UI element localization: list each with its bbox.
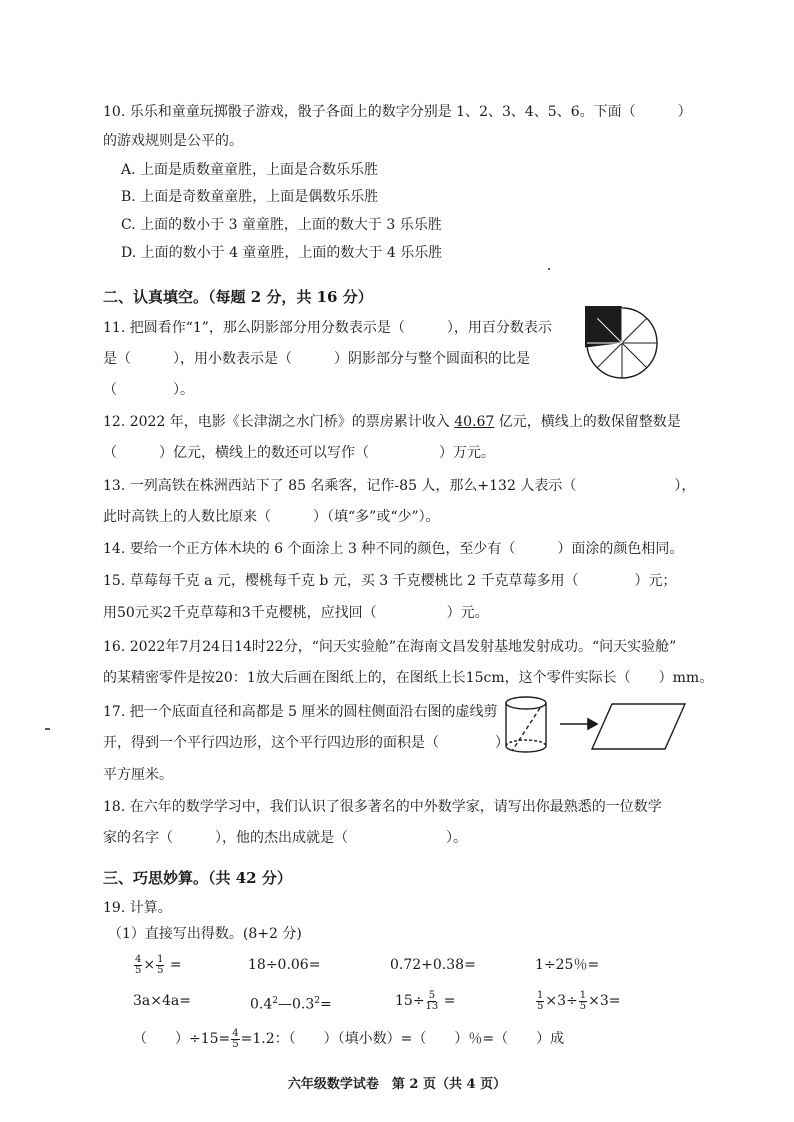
q10-option-b: B. 上面是奇数童童胜，上面是偶数乐乐胜 <box>121 189 379 205</box>
q10-line1: 10. 乐乐和童童玩掷骰子游戏，骰子各面上的数字分别是 1、2、3、4、5、6。下面（ ） <box>103 104 692 120</box>
q12-line1-b: 亿元，横线上的数保留整数是 <box>494 414 681 430</box>
q12-line2: （ ）亿元，横线上的数还可以写作（ ）万元。 <box>103 445 495 461</box>
q11-line1: 11. 把圆看作“1”，那么阴影部分用分数表示是（ ），用百分数表示 <box>103 320 552 336</box>
calc-r1c2: 18÷0.06= <box>248 957 321 973</box>
calc-r1c1: $\frac{4}{5}$ × $\frac{1}{5}$ = <box>135 953 182 976</box>
q12-underlined-number: 40.67 <box>454 414 495 430</box>
section2-title: 二、认真填空。（每题 2 分，共 16 分） <box>103 288 373 306</box>
fraction: $\frac{1}{5}$ <box>157 953 164 976</box>
calc-r2c3: 15÷ $\frac{5}{13}$ = <box>395 989 456 1012</box>
q10-line2: 的游戏规则是公平的。 <box>103 133 243 149</box>
scan-mark <box>548 268 550 270</box>
calc-r1c4: 1÷25％= <box>535 957 600 973</box>
q10-option-d: D. 上面的数小于 4 童童胜，上面的数大于 4 乐乐胜 <box>121 245 443 261</box>
q18-line1: 18. 在六年的数学学习中，我们认识了很多著名的中外数学家，请写出你最熟悉的一位数学 <box>103 799 662 815</box>
calc-r1c3: 0.72+0.38= <box>390 957 476 973</box>
q13-line1: 13. 一列高铁在株洲西站下了 85 名乘客，记作-85 人，那么+132 人表示（ ）， <box>103 478 696 494</box>
calc-r2c2: $0.4^2—0.3^2=$ <box>250 996 332 1013</box>
q12-line1 <box>103 412 681 432</box>
q19-part1: （1）直接写出得数。(8+2 分) <box>108 926 302 942</box>
q15-line2: 用50元买2千克草莓和3千克樱桃，应找回（ ）元。 <box>103 605 489 621</box>
fraction: $\frac{1}{5}$ <box>579 989 587 1012</box>
q11-line3: （ ）。 <box>103 382 194 398</box>
q16-line2: 的某精密零件是按20：1放大后画在图纸上的，在图纸上长15cm，这个零件实际长（ ）mm。 <box>103 670 714 686</box>
q10-option-a: A. 上面是质数童童胜，上面是合数乐乐胜 <box>121 162 379 178</box>
q17-line1: 17. 把一个底面直径和高都是 5 厘米的圆柱侧面沿右图的虚线剪 <box>103 704 498 720</box>
q11-line2: 是（ ），用小数表示是（ ）阴影部分与整个圆面积的比是 <box>103 351 530 367</box>
fraction: $\frac{5}{13}$ <box>425 989 439 1012</box>
q17-line2: 开，得到一个平行四边形，这个平行四边形的面积是（ ） <box>103 735 509 751</box>
calc-r2c1: 3a×4a= <box>133 993 191 1009</box>
q15-line1: 15. 草莓每千克 a 元，樱桃每千克 b 元，买 3 千克樱桃比 2 千克草莓多用（ ）元； <box>103 573 677 589</box>
q10-option-c: C. 上面的数小于 3 童童胜，上面的数大于 3 乐乐胜 <box>121 217 442 233</box>
q18-line2: 家的名字（ ），他的杰出成就是（ ）。 <box>103 830 467 846</box>
parallelogram-diagram <box>592 704 685 749</box>
fraction: $\frac{1}{5}$ <box>537 989 544 1012</box>
scan-mark <box>45 728 50 730</box>
q16-line1: 16. 2022年7月24日14时22分，“问天实验舱”在海南文昌发射基地发射成功。“问天实验舱” <box>103 639 677 655</box>
fraction: $\frac{4}{5}$ <box>135 953 142 976</box>
q17-line3: 平方厘米。 <box>103 767 173 783</box>
q19-title: 19. 计算。 <box>103 900 172 916</box>
calc-r3: （ ）÷15= $\frac{4}{5}$ =1.2：（ ）（填小数）=（ ）％=（ ）成 <box>133 1027 565 1050</box>
q12-line1-a: 12. 2022 年，电影《长津湖之水门桥》的票房累计收入 <box>103 414 455 430</box>
q13-line2: 此时高铁上的人数比原来（ ）（填“多”或“少”）。 <box>103 509 440 525</box>
cylinder-to-parallelogram-figure <box>500 694 690 758</box>
arrow-icon <box>560 719 597 729</box>
section3-title: 三、巧思妙算。（共 42 分） <box>103 869 292 887</box>
q14-line1: 14. 要给一个正方体木块的 6 个面涂上 3 种不同的颜色，至少有（ ）面涂的颜色相同。 <box>103 541 684 557</box>
cylinder-diagram <box>506 697 546 752</box>
calc-r2c4: $\frac{1}{5}$ ×3÷ $\frac{1}{5}$ ×3= <box>537 989 621 1012</box>
fraction: $\frac{4}{5}$ <box>232 1027 239 1050</box>
page-footer: 六年级数学试卷 第 2 页（共 4 页） <box>287 1077 507 1092</box>
shaded-circle-figure <box>585 306 659 380</box>
